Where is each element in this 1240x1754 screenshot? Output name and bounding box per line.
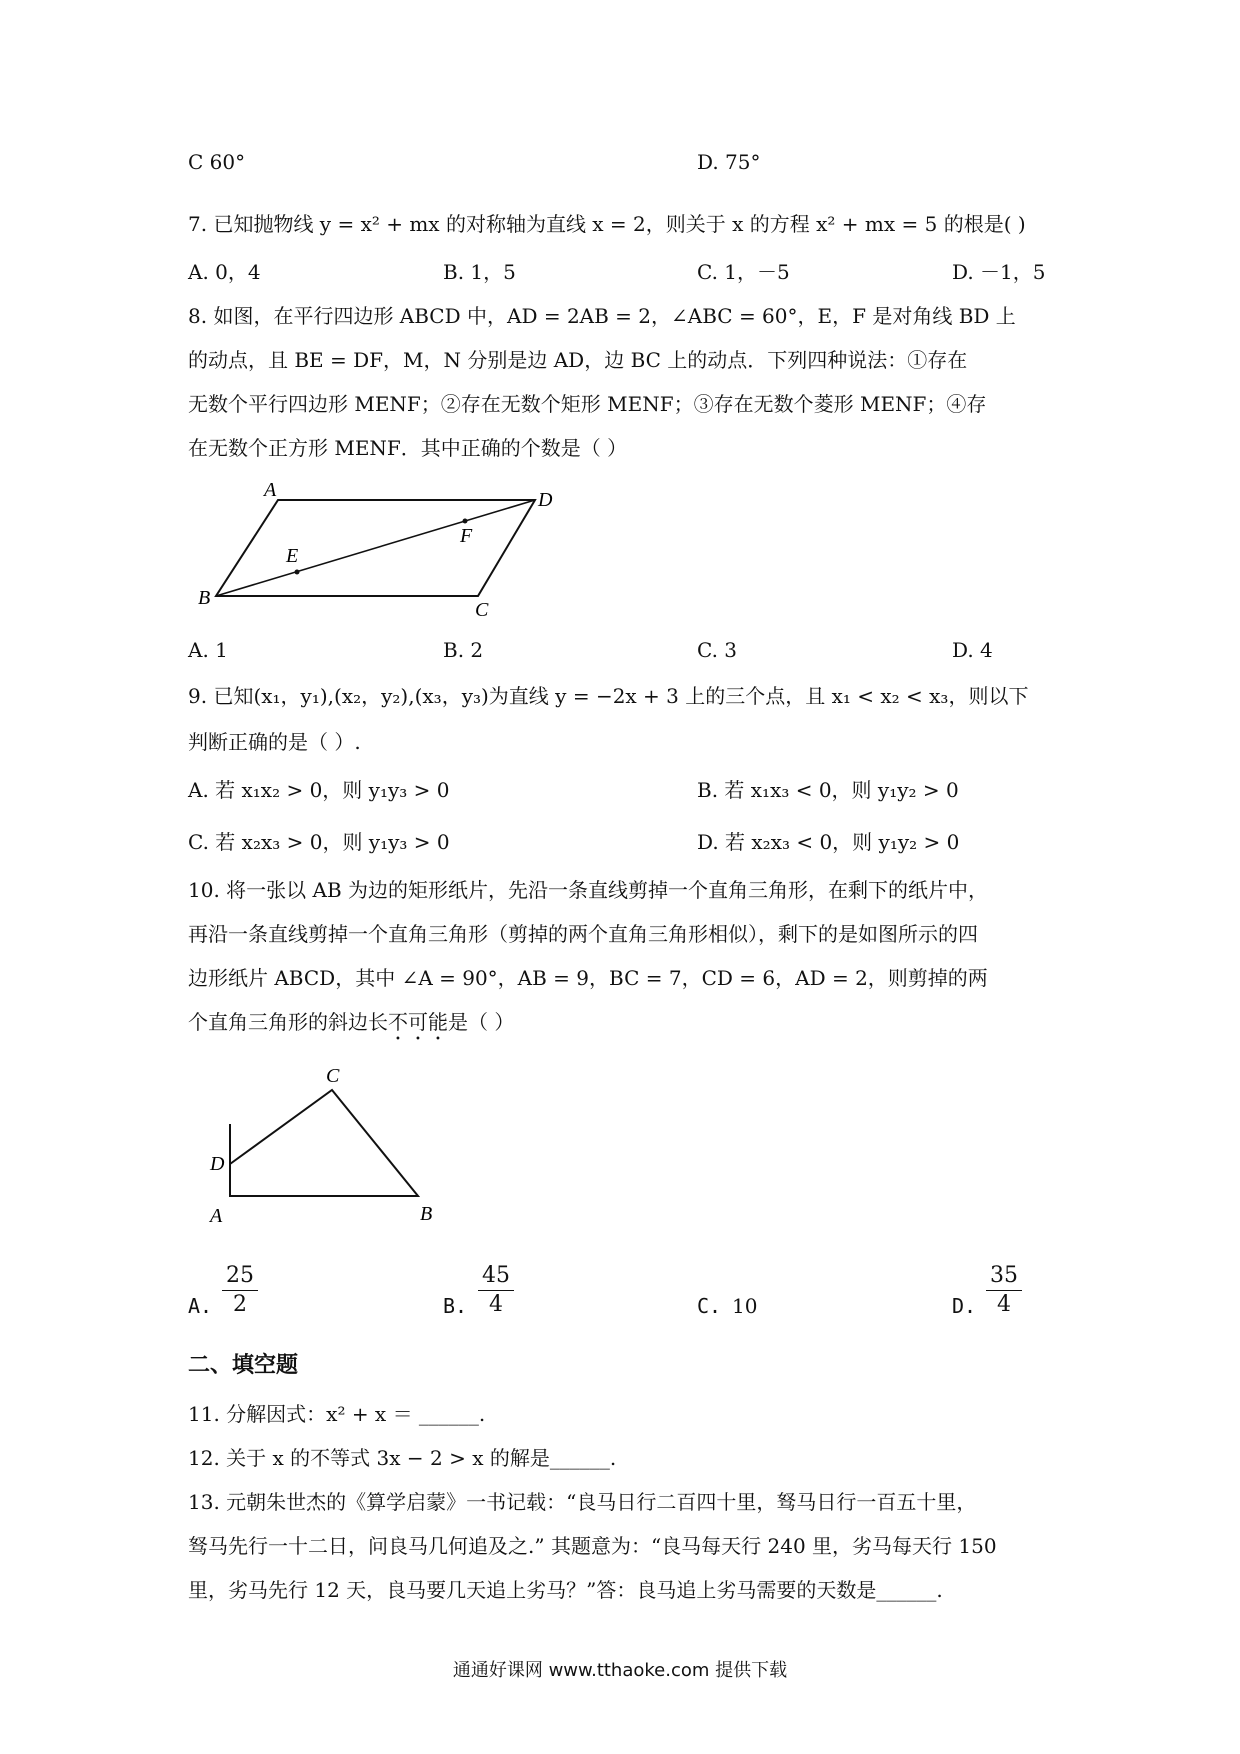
fraction-numerator: 35 — [986, 1262, 1022, 1291]
q8-parallelogram-figure — [190, 480, 570, 620]
q8-option-d: D. 4 — [952, 638, 993, 662]
q8-line-3: 无数个平行四边形 MENF；②存在无数个矩形 MENF；③存在无数个菱形 MENF；④存 — [188, 392, 987, 416]
q10-option-b-label: B. — [443, 1294, 468, 1318]
q10-emphasis-not-possible: 不可能 — [388, 1010, 448, 1034]
section-title-fill-in: 二、填空题 — [188, 1352, 299, 1378]
q10-line-1: 10. 将一张以 AB 为边的矩形纸片，先沿一条直线剪掉一个直角三角形，在剩下的纸片中， — [188, 878, 989, 902]
q12-stem: 12. 关于 x 的不等式 3x − 2 > x 的解是______. — [188, 1446, 617, 1470]
q9-option-a: A. 若 x₁x₂ > 0，则 y₁y₃ > 0 — [188, 778, 450, 802]
q6-option-d: D. 75° — [697, 150, 761, 174]
fraction-numerator: 45 — [478, 1262, 514, 1291]
label-c: C — [475, 599, 489, 620]
q10-option-a-fraction — [222, 1262, 258, 1319]
q9-line-2: 判断正确的是（ ）. — [188, 730, 361, 754]
q10-option-d-fraction — [986, 1262, 1022, 1319]
q7-stem: 7. 已知抛物线 y = x² + mx 的对称轴为直线 x = 2，则关于 x 的方程 x² + mx = 5 的根是( ) — [188, 212, 1026, 236]
q7-option-c: C. 1，－5 — [697, 260, 790, 284]
q10-line-3: 边形纸片 ABCD，其中 ∠A = 90°，AB = 9，BC = 7，CD = 6，AD = 2，则剪掉的两 — [188, 966, 988, 990]
q9-line-1: 9. 已知(x₁，y₁),(x₂，y₂),(x₃，y₃)为直线 y = −2x + 3 上的三个点，且 x₁ < x₂ < x₃，则以下 — [188, 684, 1029, 708]
fraction-denominator: 4 — [489, 1292, 503, 1317]
q10-line-2: 再沿一条直线剪掉一个直角三角形（剪掉的两个直角三角形相似），剩下的是如图所示的四 — [188, 922, 978, 946]
q10-line-4-suffix: 是（ ） — [448, 1010, 515, 1034]
point-e — [295, 570, 300, 575]
point-f — [463, 519, 468, 524]
q9-option-c: C. 若 x₂x₃ > 0，则 y₁y₃ > 0 — [188, 830, 450, 854]
q8-option-a: A. 1 — [188, 638, 228, 662]
label-e: E — [286, 545, 299, 567]
label-b: B — [198, 587, 211, 609]
q8-option-b: B. 2 — [443, 638, 484, 662]
label-a: A — [210, 1205, 223, 1227]
q8-option-c: C. 3 — [697, 638, 738, 662]
fraction-numerator: 25 — [222, 1262, 258, 1291]
q8-line-4: 在无数个正方形 MENF．其中正确的个数是（ ） — [188, 436, 628, 460]
q7-option-a: A. 0，4 — [188, 260, 261, 284]
fraction-denominator: 4 — [997, 1292, 1011, 1317]
q10-option-a-label: A. — [188, 1294, 213, 1318]
q10-option-d-label: D. — [952, 1294, 977, 1318]
q10-quadrilateral-figure — [200, 1060, 450, 1240]
q7-option-d: D. －1，5 — [952, 260, 1046, 284]
label-c: C — [326, 1065, 340, 1087]
label-a: A — [264, 480, 277, 501]
q13-line-3: 里，劣马先行 12 天，良马要几天追上劣马？”答：良马追上劣马需要的天数是______. — [188, 1578, 943, 1602]
q10-option-b-fraction — [478, 1262, 514, 1319]
q13-line-1: 13. 元朝朱世杰的《算学启蒙》一书记载：“良马日行二百四十里，驽马日行一百五十里， — [188, 1490, 977, 1514]
q13-line-2: 驽马先行一十二日，问良马几何追及之.” 其题意为：“良马每天行 240 里，劣马每天行 150 — [188, 1534, 997, 1558]
fraction-denominator: 2 — [233, 1292, 247, 1317]
q9-option-b: B. 若 x₁x₃ < 0，则 y₁y₂ > 0 — [697, 778, 959, 802]
label-f: F — [460, 525, 473, 547]
q10-option-c-label: C. — [697, 1294, 722, 1318]
q11-stem: 11. 分解因式：x² + x ＝ ______. — [188, 1402, 486, 1426]
label-d: D — [538, 489, 553, 511]
q6-option-c: C 60° — [188, 150, 246, 174]
q7-option-b: B. 1，5 — [443, 260, 516, 284]
q9-option-d: D. 若 x₂x₃ < 0，则 y₁y₂ > 0 — [697, 830, 960, 854]
label-d: D — [210, 1153, 225, 1175]
q8-line-1: 8. 如图，在平行四边形 ABCD 中，AD = 2AB = 2，∠ABC = 60°，E，F 是对角线 BD 上 — [188, 304, 1016, 328]
q10-line-4 — [188, 1008, 514, 1045]
label-b: B — [420, 1203, 433, 1225]
q10-line-4-prefix: 个直角三角形的斜边长 — [188, 1010, 388, 1034]
quadrilateral-abcd — [230, 1090, 418, 1196]
q10-option-c-value: 10 — [732, 1294, 758, 1318]
page-footer: 通通好课网 www.tthaoke.com 提供下载 — [452, 1660, 788, 1681]
q8-line-2: 的动点，且 BE = DF，M，N 分别是边 AD，边 BC 上的动点．下列四种说法：①存在 — [188, 348, 968, 372]
